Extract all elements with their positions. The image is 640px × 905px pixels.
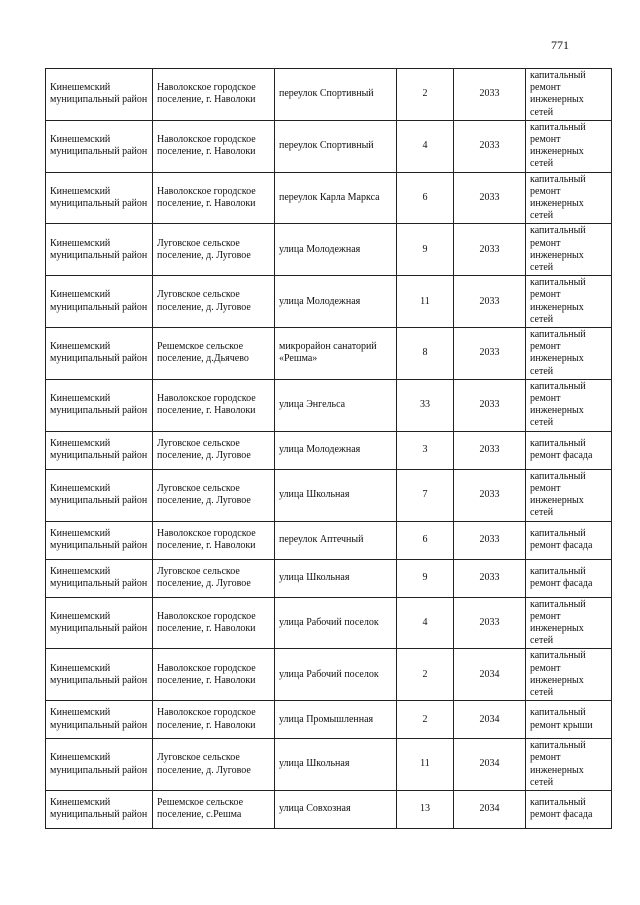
- settlement-cell: Наволокское городское поселение, г. Наволоки: [153, 649, 275, 701]
- house-number-cell: 7: [397, 469, 454, 521]
- work-type-cell: капитальный ремонт фасада: [526, 431, 612, 469]
- house-number-cell: 2: [397, 649, 454, 701]
- house-number-cell: 11: [397, 276, 454, 328]
- district-cell: Кинешемский муниципальный район: [46, 649, 153, 701]
- settlement-cell: Решемское сельское поселение, д.Дьячево: [153, 328, 275, 380]
- work-type-cell: капитальный ремонт фасада: [526, 790, 612, 828]
- district-cell: Кинешемский муниципальный район: [46, 328, 153, 380]
- work-type-cell: капитальный ремонт инженерных сетей: [526, 328, 612, 380]
- year-cell: 2034: [454, 790, 526, 828]
- registry-table-body: [46, 69, 612, 829]
- street-cell: улица Школьная: [275, 469, 397, 521]
- house-number-cell: 6: [397, 172, 454, 224]
- district-cell: Кинешемский муниципальный район: [46, 559, 153, 597]
- table-row: [46, 431, 612, 469]
- house-number-cell: 6: [397, 521, 454, 559]
- table-row: [46, 469, 612, 521]
- year-cell: 2033: [454, 276, 526, 328]
- table-row: [46, 69, 612, 121]
- street-cell: улица Рабочий поселок: [275, 649, 397, 701]
- registry-table: [45, 68, 612, 829]
- district-cell: Кинешемский муниципальный район: [46, 276, 153, 328]
- year-cell: 2033: [454, 328, 526, 380]
- street-cell: улица Энгельса: [275, 379, 397, 431]
- district-cell: Кинешемский муниципальный район: [46, 120, 153, 172]
- table-row: [46, 120, 612, 172]
- settlement-cell: Луговское сельское поселение, д. Луговое: [153, 224, 275, 276]
- street-cell: улица Школьная: [275, 559, 397, 597]
- settlement-cell: Наволокское городское поселение, г. Наволоки: [153, 120, 275, 172]
- year-cell: 2033: [454, 120, 526, 172]
- work-type-cell: капитальный ремонт крыши: [526, 701, 612, 739]
- street-cell: улица Рабочий поселок: [275, 597, 397, 649]
- house-number-cell: 2: [397, 701, 454, 739]
- house-number-cell: 13: [397, 790, 454, 828]
- year-cell: 2033: [454, 559, 526, 597]
- settlement-cell: Наволокское городское поселение, г. Наволоки: [153, 172, 275, 224]
- page-number: 771: [551, 38, 569, 52]
- table-row: [46, 521, 612, 559]
- settlement-cell: Наволокское городское поселение, г. Наволоки: [153, 701, 275, 739]
- work-type-cell: капитальный ремонт фасада: [526, 521, 612, 559]
- year-cell: 2033: [454, 469, 526, 521]
- street-cell: переулок Спортивный: [275, 69, 397, 121]
- year-cell: 2033: [454, 69, 526, 121]
- table-row: [46, 649, 612, 701]
- district-cell: Кинешемский муниципальный район: [46, 739, 153, 791]
- table-row: [46, 597, 612, 649]
- street-cell: переулок Аптечный: [275, 521, 397, 559]
- year-cell: 2034: [454, 739, 526, 791]
- work-type-cell: капитальный ремонт инженерных сетей: [526, 276, 612, 328]
- settlement-cell: Луговское сельское поселение, д. Луговое: [153, 559, 275, 597]
- house-number-cell: 4: [397, 120, 454, 172]
- street-cell: переулок Спортивный: [275, 120, 397, 172]
- table-row: [46, 276, 612, 328]
- settlement-cell: Луговское сельское поселение, д. Луговое: [153, 431, 275, 469]
- work-type-cell: капитальный ремонт инженерных сетей: [526, 597, 612, 649]
- work-type-cell: капитальный ремонт инженерных сетей: [526, 739, 612, 791]
- district-cell: Кинешемский муниципальный район: [46, 597, 153, 649]
- settlement-cell: Луговское сельское поселение, д. Луговое: [153, 276, 275, 328]
- house-number-cell: 8: [397, 328, 454, 380]
- house-number-cell: 2: [397, 69, 454, 121]
- work-type-cell: капитальный ремонт инженерных сетей: [526, 69, 612, 121]
- street-cell: улица Молодежная: [275, 224, 397, 276]
- house-number-cell: 9: [397, 224, 454, 276]
- table-row: [46, 379, 612, 431]
- street-cell: улица Молодежная: [275, 276, 397, 328]
- settlement-cell: Наволокское городское поселение, г. Наволоки: [153, 69, 275, 121]
- street-cell: улица Совхозная: [275, 790, 397, 828]
- house-number-cell: 11: [397, 739, 454, 791]
- street-cell: улица Школьная: [275, 739, 397, 791]
- settlement-cell: Луговское сельское поселение, д. Луговое: [153, 739, 275, 791]
- house-number-cell: 3: [397, 431, 454, 469]
- year-cell: 2034: [454, 649, 526, 701]
- district-cell: Кинешемский муниципальный район: [46, 69, 153, 121]
- settlement-cell: Наволокское городское поселение, г. Наволоки: [153, 379, 275, 431]
- year-cell: 2033: [454, 431, 526, 469]
- house-number-cell: 9: [397, 559, 454, 597]
- street-cell: улица Молодежная: [275, 431, 397, 469]
- settlement-cell: Решемское сельское поселение, с.Решма: [153, 790, 275, 828]
- work-type-cell: капитальный ремонт инженерных сетей: [526, 120, 612, 172]
- street-cell: улица Промышленная: [275, 701, 397, 739]
- district-cell: Кинешемский муниципальный район: [46, 701, 153, 739]
- street-cell: микрорайон санаторий «Решма»: [275, 328, 397, 380]
- table-row: [46, 328, 612, 380]
- settlement-cell: Луговское сельское поселение, д. Луговое: [153, 469, 275, 521]
- table-row: [46, 224, 612, 276]
- work-type-cell: капитальный ремонт инженерных сетей: [526, 172, 612, 224]
- year-cell: 2033: [454, 379, 526, 431]
- house-number-cell: 33: [397, 379, 454, 431]
- work-type-cell: капитальный ремонт инженерных сетей: [526, 379, 612, 431]
- table-row: [46, 559, 612, 597]
- house-number-cell: 4: [397, 597, 454, 649]
- year-cell: 2033: [454, 224, 526, 276]
- work-type-cell: капитальный ремонт фасада: [526, 559, 612, 597]
- district-cell: Кинешемский муниципальный район: [46, 379, 153, 431]
- district-cell: Кинешемский муниципальный район: [46, 431, 153, 469]
- district-cell: Кинешемский муниципальный район: [46, 224, 153, 276]
- district-cell: Кинешемский муниципальный район: [46, 521, 153, 559]
- table-row: [46, 739, 612, 791]
- district-cell: Кинешемский муниципальный район: [46, 790, 153, 828]
- work-type-cell: капитальный ремонт инженерных сетей: [526, 469, 612, 521]
- year-cell: 2033: [454, 597, 526, 649]
- year-cell: 2033: [454, 521, 526, 559]
- district-cell: Кинешемский муниципальный район: [46, 469, 153, 521]
- settlement-cell: Наволокское городское поселение, г. Наволоки: [153, 597, 275, 649]
- year-cell: 2034: [454, 701, 526, 739]
- year-cell: 2033: [454, 172, 526, 224]
- district-cell: Кинешемский муниципальный район: [46, 172, 153, 224]
- table-row: [46, 172, 612, 224]
- settlement-cell: Наволокское городское поселение, г. Наволоки: [153, 521, 275, 559]
- street-cell: переулок Карла Маркса: [275, 172, 397, 224]
- table-row: [46, 701, 612, 739]
- work-type-cell: капитальный ремонт инженерных сетей: [526, 224, 612, 276]
- table-row: [46, 790, 612, 828]
- work-type-cell: капитальный ремонт инженерных сетей: [526, 649, 612, 701]
